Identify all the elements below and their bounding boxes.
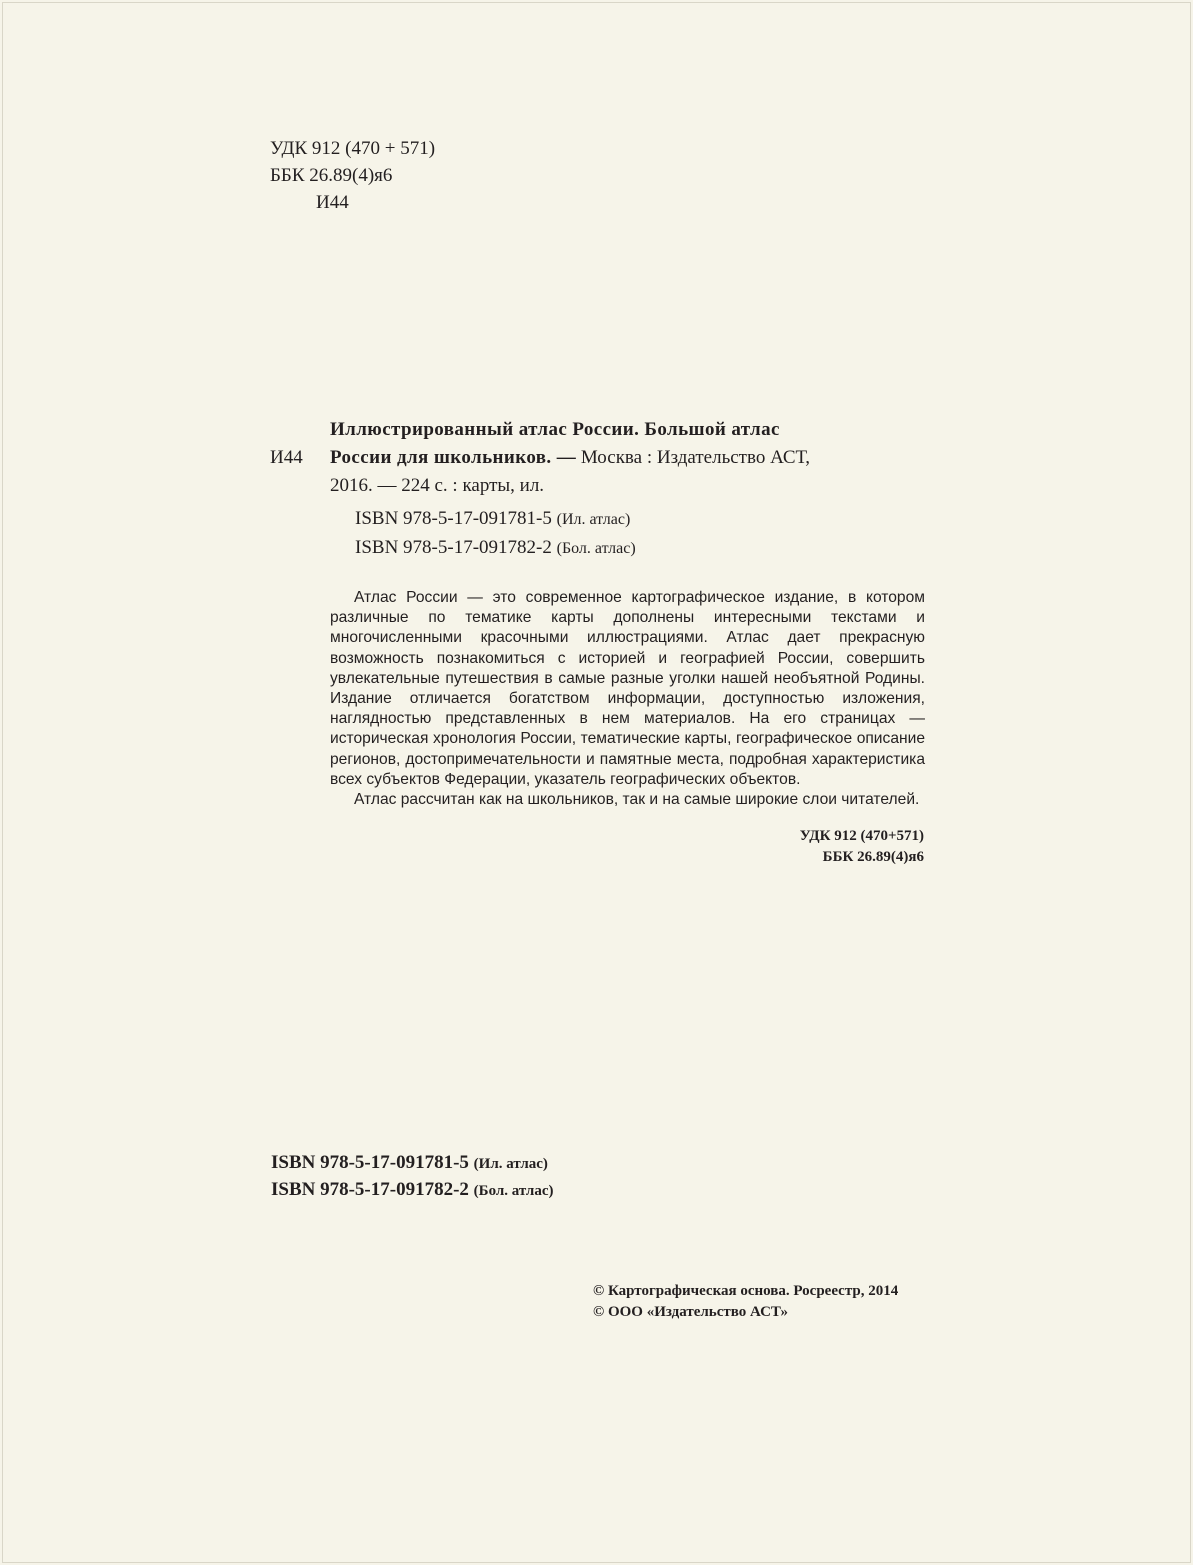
isbn-number: ISBN 978-5-17-091782-2: [355, 537, 552, 558]
copyright-line: © ООО «Издательство АСТ»: [593, 1304, 789, 1320]
annotation: [330, 588, 925, 810]
isbn-note: (Ил. атлас): [556, 511, 631, 528]
copyright-line: © Картографическая основа. Росреестр, 2014: [593, 1283, 899, 1299]
entry-imprint-line2: Москва : Издательство АСТ,: [576, 447, 810, 468]
udk-code-bold: УДК 912 (470+571): [799, 828, 924, 844]
entry-row-3: [270, 472, 810, 500]
annotation-paragraph: Атлас России — это современное картографическое издание, в котором различные по тематике карты дополнены интересными текстами и многочисленными красочными иллюстрациями. Атлас дает прекрасную возможность познакомиться с историей и географией России, совершить увлекательные путешествия в самые разные уголки нашей необъятной Родины. Издание отличается богатством информации, доступностью изложения, наглядностью представленных в нем материалов. На его страницах — историческая хронология России, тематические карты, географическое описание регионов, достопримечательности и памятные места, подробная характеристика всех субъектов Федерации, указатель географических объектов.: [330, 589, 925, 788]
bibliographic-entry: [270, 416, 810, 500]
isbn-line: [355, 534, 636, 563]
isbn-line: [271, 1150, 553, 1177]
copyright-block: [593, 1281, 898, 1323]
entry-author-mark: И44: [270, 447, 303, 468]
isbn-note: (Бол. атлас): [556, 540, 636, 557]
entry-title-line2: России для школьников. —: [330, 447, 577, 468]
entry-row-2: [270, 444, 810, 472]
isbn-line: [271, 1177, 553, 1204]
entry-row-1: [270, 416, 810, 444]
udk-code: УДК 912 (470 + 571): [270, 138, 436, 159]
annotation-paragraph: Атлас рассчитан как на школьников, так и на самые широкие слои читателей.: [354, 791, 920, 809]
author-mark: И44: [316, 192, 349, 213]
isbn-note: (Ил. атлас): [473, 1156, 548, 1172]
bbk-code: ББК 26.89(4)я6: [270, 165, 393, 186]
isbn-note: (Бол. атлас): [473, 1183, 554, 1199]
bottom-isbn-block: [271, 1150, 553, 1204]
right-classification-block: [800, 826, 924, 868]
isbn-number: ISBN 978-5-17-091782-2: [271, 1179, 469, 1200]
isbn-number: ISBN 978-5-17-091781-5: [271, 1152, 469, 1173]
entry-isbn-block: [355, 505, 636, 563]
entry-title-line1: Иллюстрированный атлас России. Большой атлас: [330, 419, 780, 440]
isbn-number: ISBN 978-5-17-091781-5: [355, 508, 552, 529]
entry-imprint-line3: 2016. — 224 с. : карты, ил.: [330, 475, 545, 496]
classification-block: [270, 135, 435, 216]
bbk-code-bold: ББК 26.89(4)я6: [822, 849, 924, 865]
isbn-line: [355, 505, 636, 534]
